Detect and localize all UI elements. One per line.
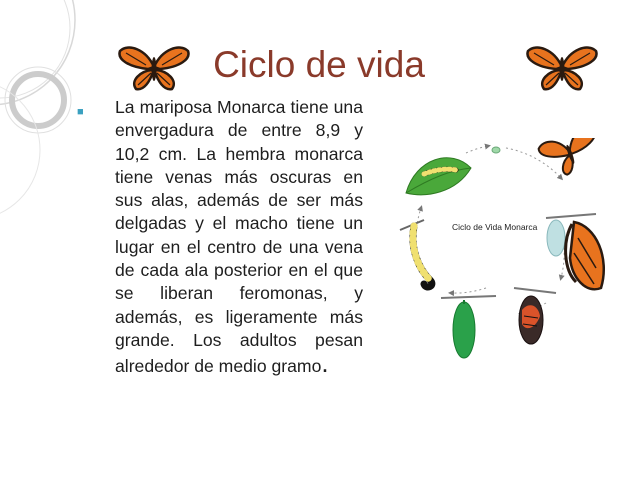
mature-chrysalis-stage [514,288,556,344]
body-paragraph [115,96,363,379]
bullet-icon: ■ [77,106,84,118]
chrysalis-stage [441,296,496,358]
hanging-caterpillar-stage [400,220,432,287]
egg-stage [492,147,500,153]
emerging-butterfly-stage [546,214,604,289]
diagram-label: Ciclo de Vida Monarca [452,222,538,232]
life-cycle-diagram [396,138,610,374]
larva-on-leaf-stage [406,158,471,195]
body-text-last-line: alrededor de medio gramo. [115,348,329,379]
adult-butterfly-stage [537,138,607,181]
body-text-main: La mariposa Monarca tiene una envergadura de entre 8,9 y 10,2 cm. La hembra monarca tiene venas más oscuras en sus alas, además de ser más delgadas y el macho tiene un lugar en el centro de una vena de cada ala posterior en el que se liberan feromonas, y además, es ligeramente más grande. Los adultos pesan [115,97,363,350]
slide-title: Ciclo de vida [213,44,425,85]
